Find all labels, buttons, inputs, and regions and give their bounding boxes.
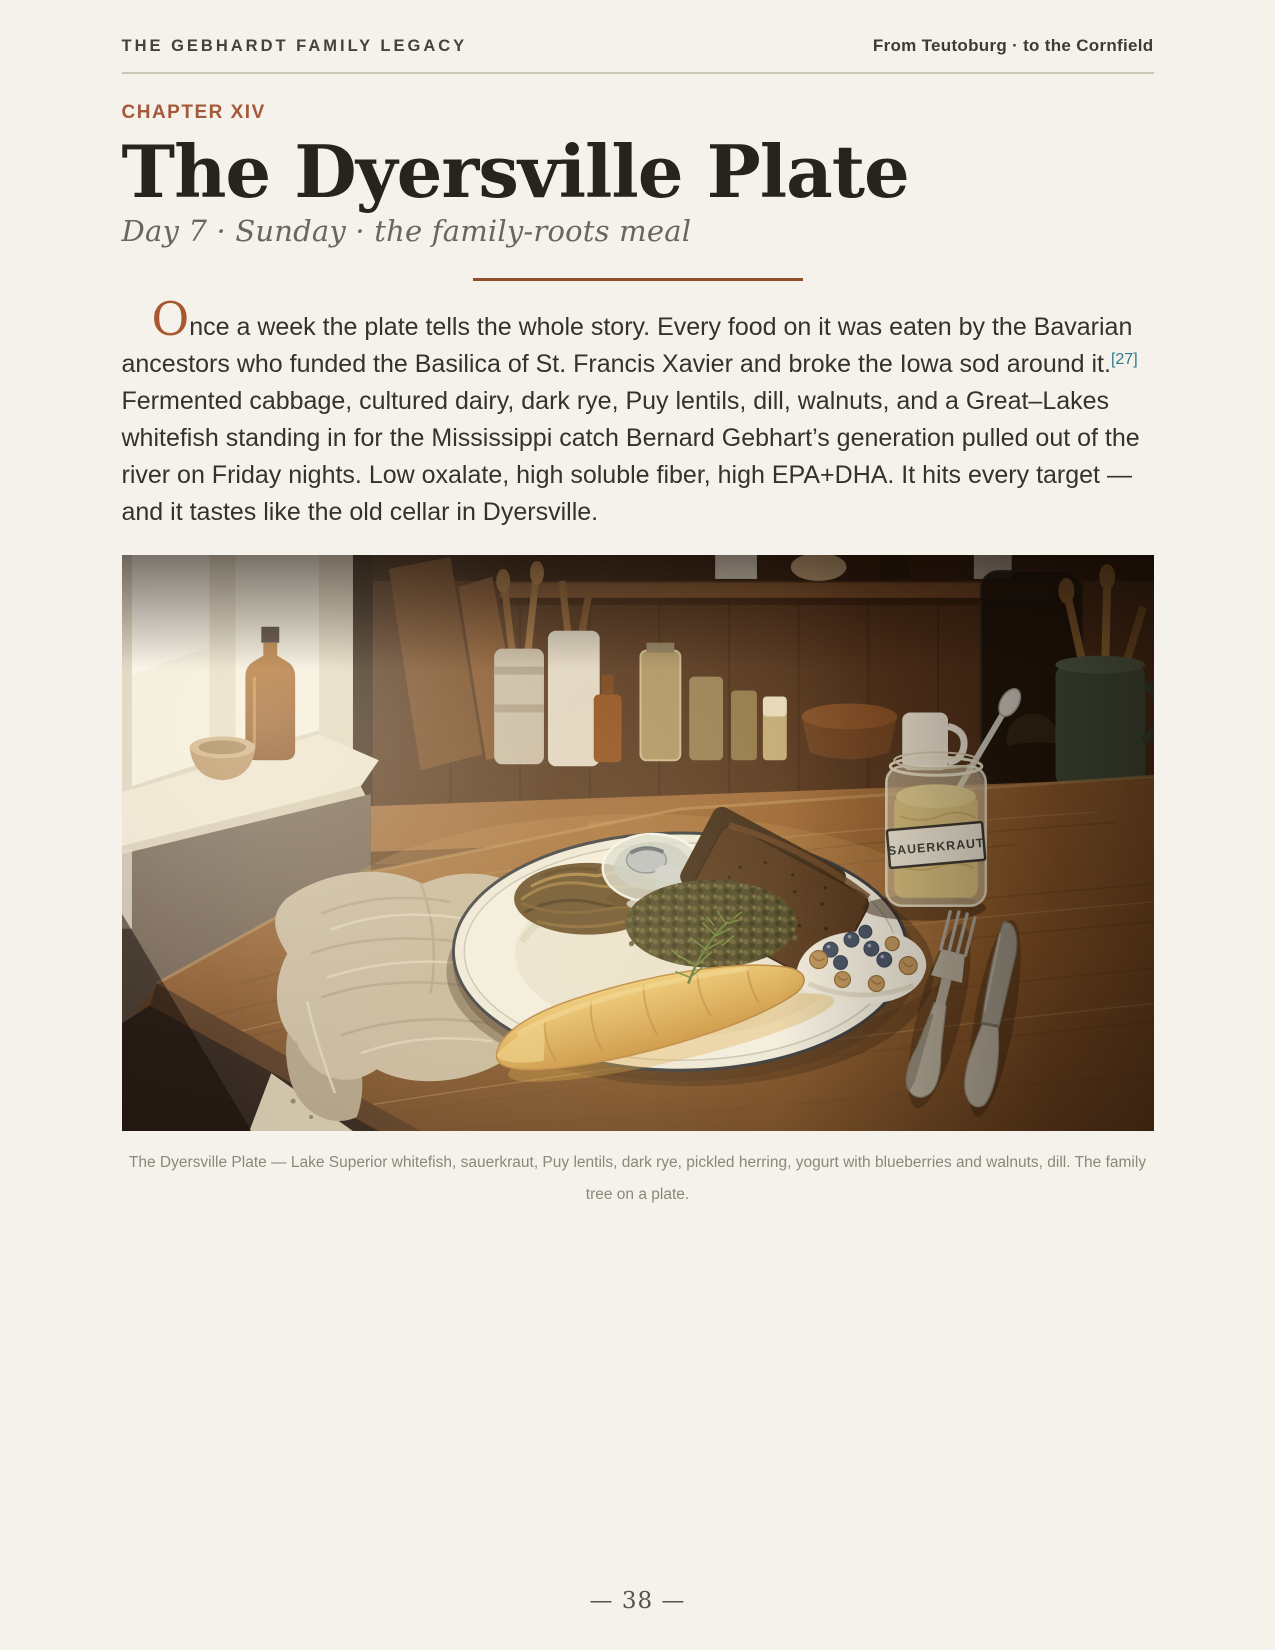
footnote-marker[interactable]: [27] <box>1110 350 1138 368</box>
top-vignette <box>122 555 1154 670</box>
photo-caption: The Dyersville Plate — Lake Superior whitefish, sauerkraut, Puy lentils, dark rye, pickled herring, yogurt with blueberries and walnuts, dill. The family tree on a plate. <box>128 1153 1147 1204</box>
page-content <box>122 0 1154 1212</box>
meal-photo-figure <box>122 555 1154 1212</box>
running-header <box>122 36 1154 74</box>
initial-capital: O <box>151 291 190 346</box>
paragraph-text-2: Fermented cabbage, cultured dairy, dark rye, Puy lentils, dill, walnuts, and a Great–Lakes whitefish standing in for the Mississippi catch Bernard Gebhart’s generation pulled out of the river on Friday nights. Low oxalate, high soluble fiber, high EPA+DHA. It hits every target — and it tastes like the old cellar in Dyersville. <box>121 386 1140 526</box>
chapter-kicker: CHAPTER XIV <box>121 102 266 123</box>
kitchen-photo <box>122 555 1154 1131</box>
running-header-book-title: THE GEBHARDT FAMILY LEGACY <box>121 37 468 55</box>
ornamental-rule <box>473 278 803 281</box>
running-header-section: From Teutoburg · to the Cornfield <box>872 36 1154 55</box>
page-number: — 38 — <box>589 1588 686 1614</box>
body-paragraph <box>121 291 1154 531</box>
paragraph-text-1: nce a week the plate tells the whole story. Every food on it was eaten by the Bavarian ancestors who funded the Basilica of St. Francis Xavier and broke the Iowa sod around it. <box>121 312 1133 378</box>
chapter-title: The Dyersville Plate <box>121 129 909 214</box>
chapter-subtitle: Day 7 · Sunday · the family-roots meal <box>121 213 692 248</box>
